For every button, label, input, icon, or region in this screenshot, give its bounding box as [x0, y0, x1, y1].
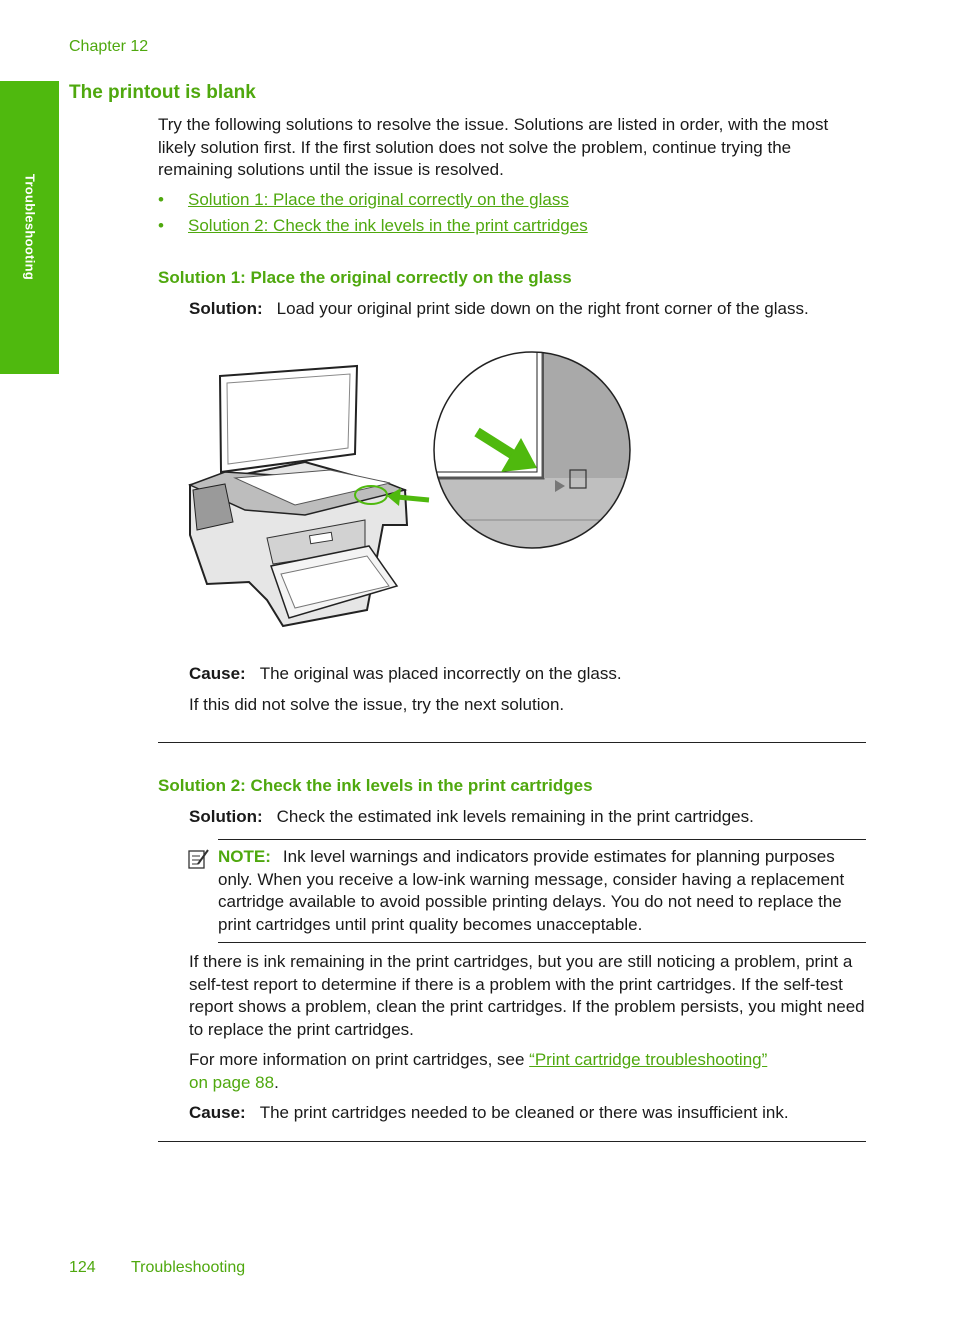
note-paragraph — [218, 846, 870, 936]
solution-1-solution — [189, 298, 869, 321]
solution-links — [158, 189, 588, 241]
note-label: NOTE: — [218, 847, 271, 866]
cartridge-troubleshooting-link[interactable]: “Print cartridge troubleshooting” — [529, 1050, 768, 1069]
note-text: Ink level warnings and indicators provide estimates for planning purposes only. When you receive a low-ink warning message, consider having a replacement cartridge available to avoid possible printing delays. You do not need to replace the print cartridges until print quality becomes unacceptable. — [218, 847, 845, 934]
solution-2-heading: Solution 2: Check the ink levels in the print cartridges — [158, 776, 593, 795]
section-title: The printout is blank — [69, 82, 256, 103]
more-info-text: For more information on print cartridges, see — [189, 1050, 530, 1069]
cause-label: Cause: — [189, 1103, 246, 1122]
side-tab-label: Troubleshooting — [22, 173, 38, 281]
chapter-label: Chapter 12 — [69, 38, 149, 55]
page-reference[interactable]: on page 88 — [189, 1072, 275, 1092]
punctuation: . — [274, 1072, 279, 1092]
divider — [158, 1141, 866, 1142]
solution-1-heading: Solution 1: Place the original correctly on the glass — [158, 268, 572, 287]
cause-text: The original was placed incorrectly on the glass. — [259, 664, 622, 683]
note-icon — [188, 848, 210, 870]
page-number: 124 — [69, 1259, 96, 1276]
solution-label: Solution: — [189, 299, 263, 318]
divider — [158, 742, 866, 743]
solution-text: Load your original print side down on the right front corner of the glass. — [276, 299, 809, 318]
note-top-rule — [218, 839, 866, 840]
solution-1-cause — [189, 663, 869, 686]
note-bottom-rule — [218, 942, 866, 943]
more-info-paragraph — [189, 1049, 869, 1094]
solution-1-link[interactable]: Solution 1: Place the original correctly on the glass — [188, 190, 569, 209]
solution-2-solution — [189, 806, 869, 829]
self-test-paragraph: If there is ink remaining in the print cartridges, but you are still noticing a problem, print a self-test report to determine if there is a problem with the print cartridges. If the self-test report shows a problem, clean the print cartridges. If the problem persists, you might need to replace the print cartridges. — [189, 952, 865, 1039]
solution-1-followup: If this did not solve the issue, try the next solution. — [189, 695, 565, 714]
footer-title: Troubleshooting — [131, 1259, 246, 1276]
list-item — [158, 189, 588, 215]
solution-2-link[interactable]: Solution 2: Check the ink levels in the print cartridges — [188, 216, 588, 235]
cause-label: Cause: — [189, 664, 246, 683]
list-item — [158, 215, 588, 241]
printer-glass-illustration — [185, 350, 635, 632]
cause-text: The print cartridges needed to be cleaned or there was insufficient ink. — [259, 1103, 789, 1122]
magnified-corner — [434, 352, 635, 558]
side-tab — [0, 81, 59, 374]
solution-label: Solution: — [189, 807, 263, 826]
solution-2-cause — [189, 1102, 869, 1125]
intro-paragraph: Try the following solutions to resolve the issue. Solutions are listed in order, with the most likely solution first. If the first solution does not solve the problem, continue trying the remaining solutions until the issue is resolved. — [158, 115, 829, 179]
solution-text: Check the estimated ink levels remaining in the print cartridges. — [276, 807, 754, 826]
